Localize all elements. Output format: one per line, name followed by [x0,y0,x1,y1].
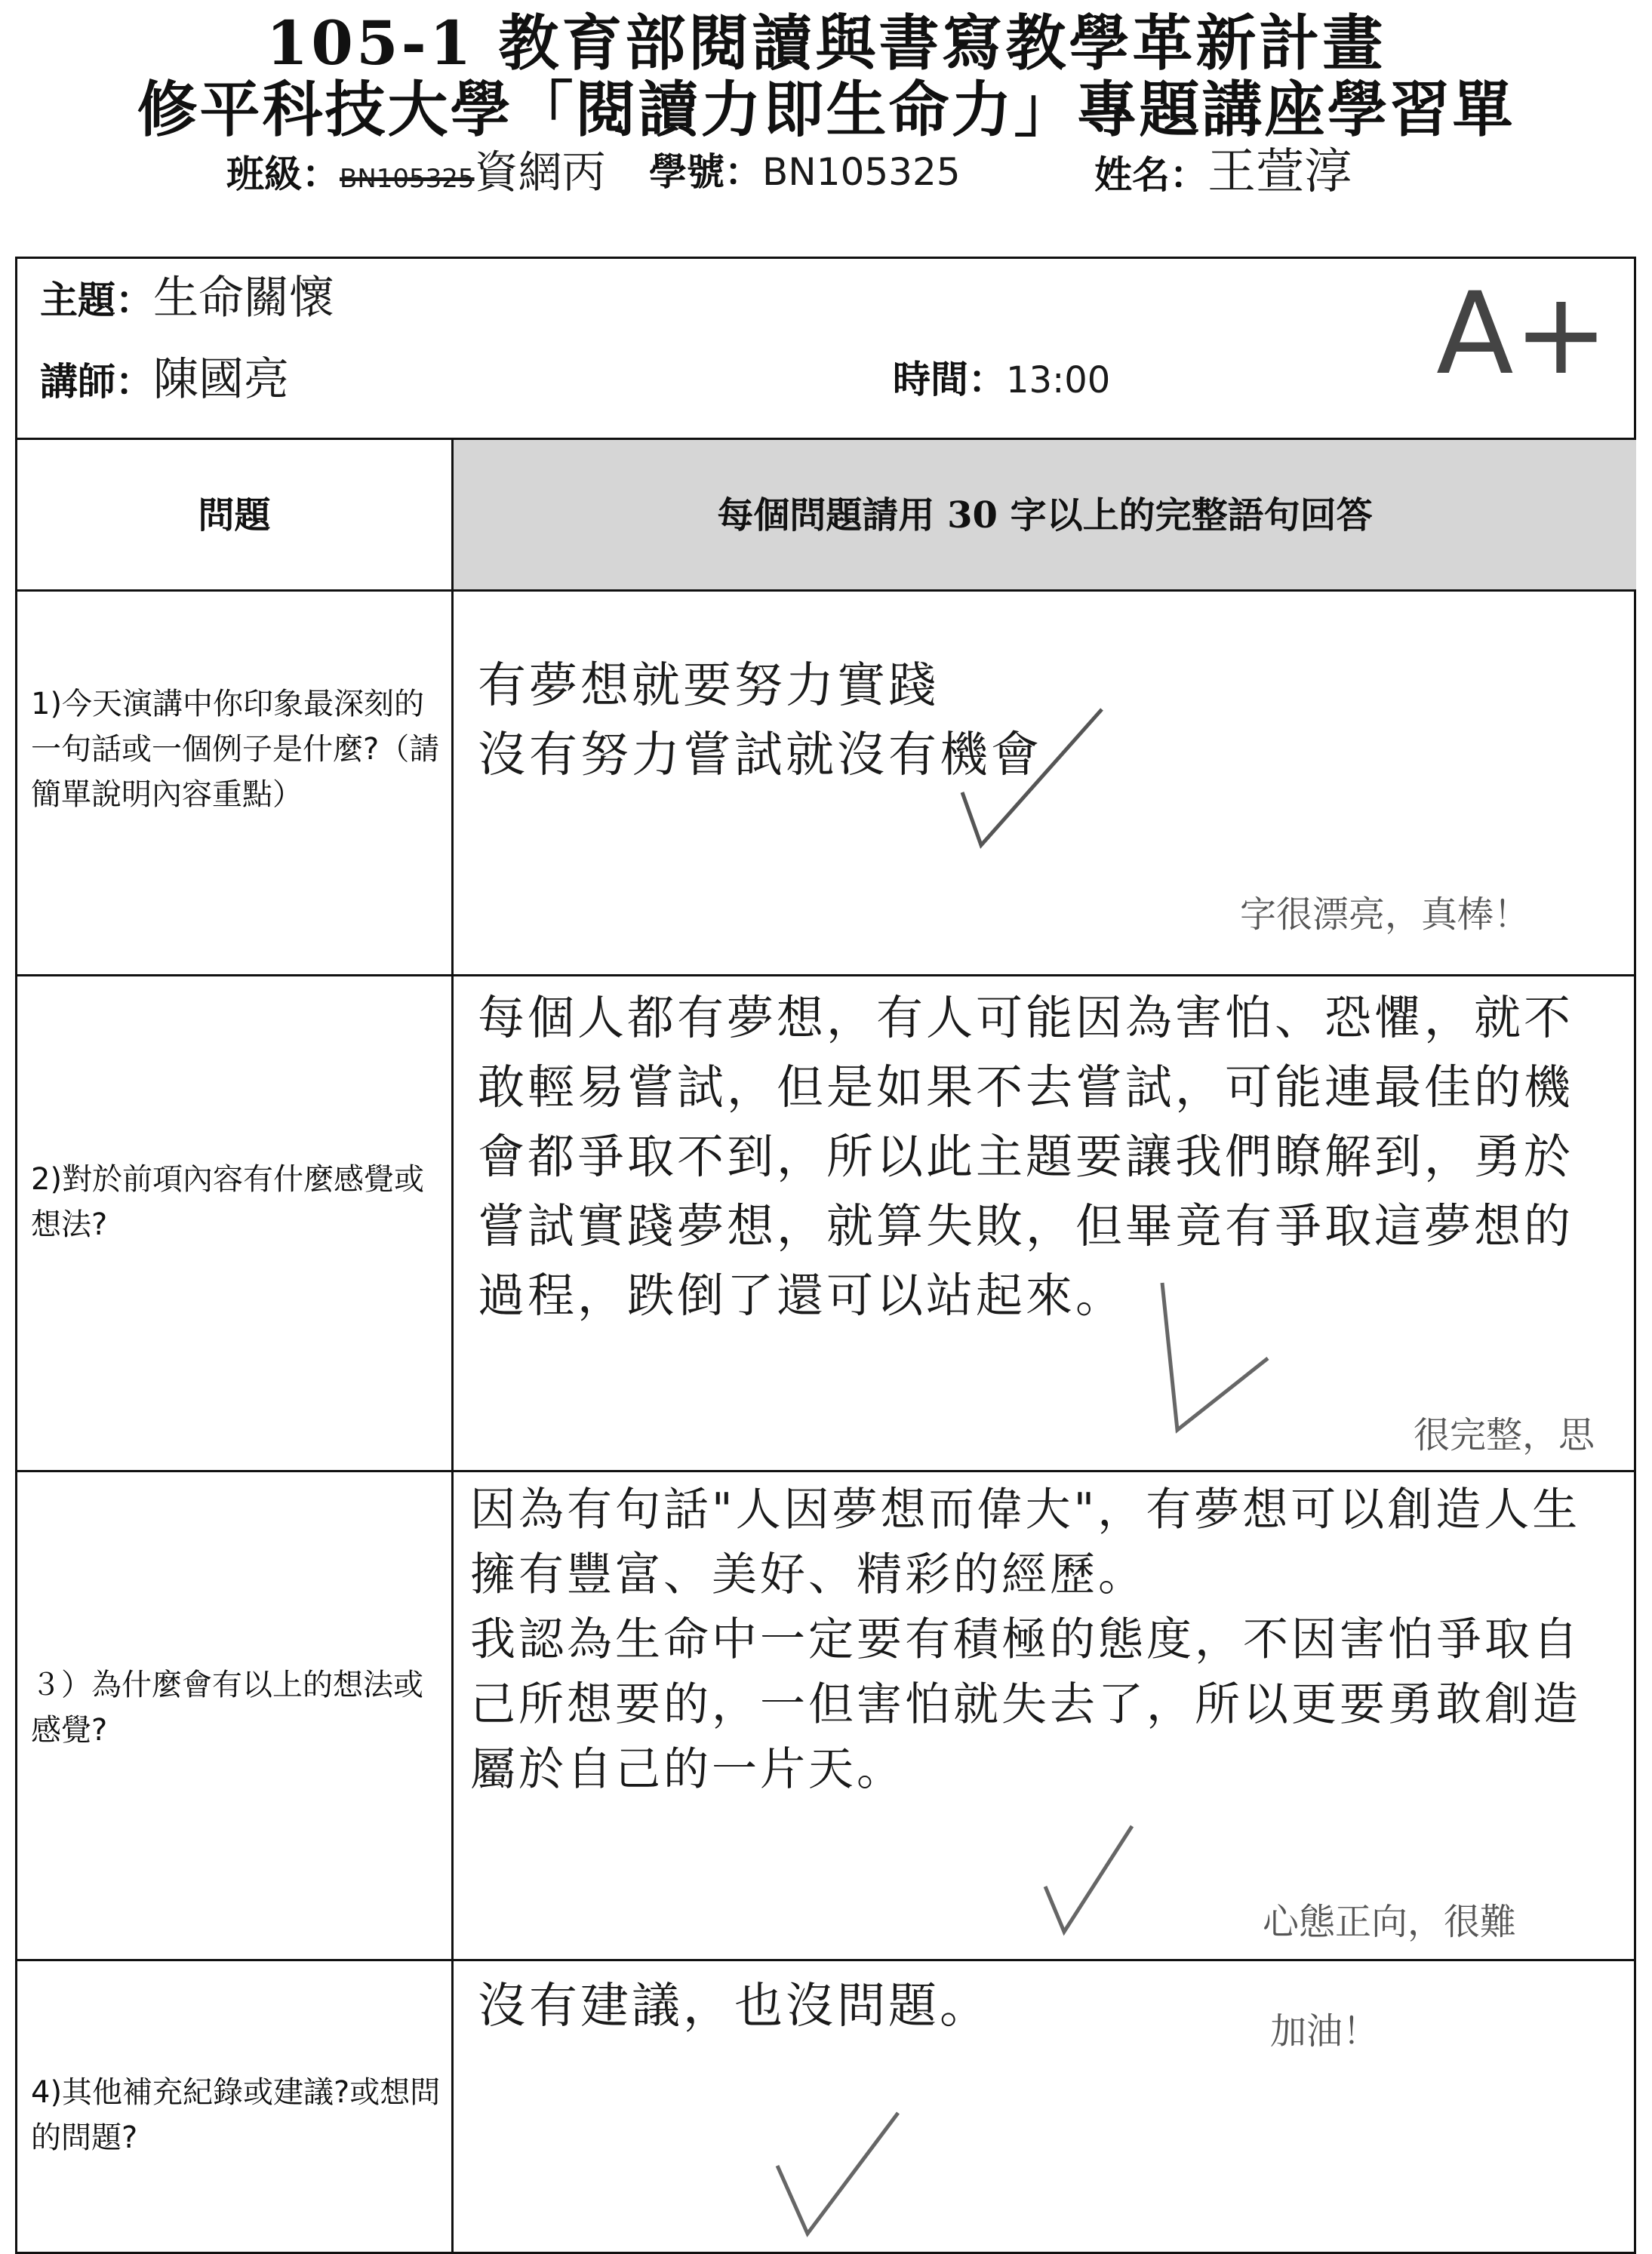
grade-mark: A+ [1436,269,1609,400]
topic-label: 主題： [40,278,153,322]
question-column-header: 問題 [198,494,271,537]
lecturer-field [40,353,289,406]
class-label: 班級： [226,152,340,196]
class-value-struck: BN105325 [340,164,475,194]
question-3: ３）為什麼會有以上的想法或感覺? [31,1668,423,1748]
rule-column-divider [451,438,454,2252]
rule-header-bottom [17,589,1634,592]
lecturer-value: 陳國亮 [153,353,289,406]
student-id-field [649,149,961,195]
question-4: 4)其他補充紀錄或建議?或想問的問題? [31,2075,441,2155]
worksheet-table [15,257,1636,2254]
rule-info-bottom [17,438,1634,440]
answer-2: 每個人都有夢想，有人可能因為害怕、恐懼，就不敢輕易嘗試，但是如果不去嘗試，可能連最佳的機會都爭取不到，所以此主題要讓我們瞭解到，勇於嘗試實踐夢想，就算失敗，但畢竟有爭取這夢想的過程，跌倒了還可以站起來。 [478,990,1574,1323]
page-title: 105-1 教育部閱讀與書寫教學革新計畫 [266,8,1386,78]
name-label: 姓名： [1094,152,1207,197]
question-1: 1)今天演講中你印象最深刻的一句話或一個例子是什麼?（請簡單說明內容重點） [31,687,440,812]
name-field [1094,144,1352,200]
class-field [226,146,606,201]
page-subtitle: 修平科技大學「閱讀力即生命力」專題講座學習單 [137,74,1515,145]
time-label: 時間： [893,357,1006,401]
comment-1: 字很漂亮，真棒！ [1240,893,1530,936]
student-id-value: BN105325 [762,150,961,194]
comment-4: 加油！ [1270,2010,1380,2053]
comment-3: 心態正向，很難 [1263,1901,1517,1943]
name-value: 王萱淳 [1207,144,1352,200]
topic-value: 生命關懷 [153,272,334,324]
question-2: 2)對於前項內容有什麼感覺或想法? [31,1162,425,1242]
lecturer-label: 講師： [40,359,153,404]
student-id-label: 學號： [649,149,762,194]
rule-row2-bottom [17,1470,1634,1472]
answer-1: 有夢想就要努力實踐 沒有努力嘗試就沒有機會 [478,658,1042,783]
answer-4: 沒有建議，也沒問題。 [478,1979,991,2034]
answer-3: 因為有句話"人因夢想而偉大"，有夢想可以創造人生擁有豐富、美好、精彩的經歷。 我認為生命中一定要有積極的態度，不因害怕爭取自己所想要的，一但害怕就失去了，所以更要勇敢創造屬於自己的一片天。 [470,1484,1581,1796]
time-field [893,357,1110,403]
rule-row1-bottom [17,974,1634,976]
rule-row3-bottom [17,1959,1634,1961]
topic-field [40,272,334,324]
comment-2: 很完整，思 [1414,1414,1595,1456]
class-value: 資網丙 [474,146,606,198]
answer-column-header: 每個問題請用 30 字以上的完整語句回答 [717,494,1373,537]
time-value: 13:00 [1006,359,1111,401]
